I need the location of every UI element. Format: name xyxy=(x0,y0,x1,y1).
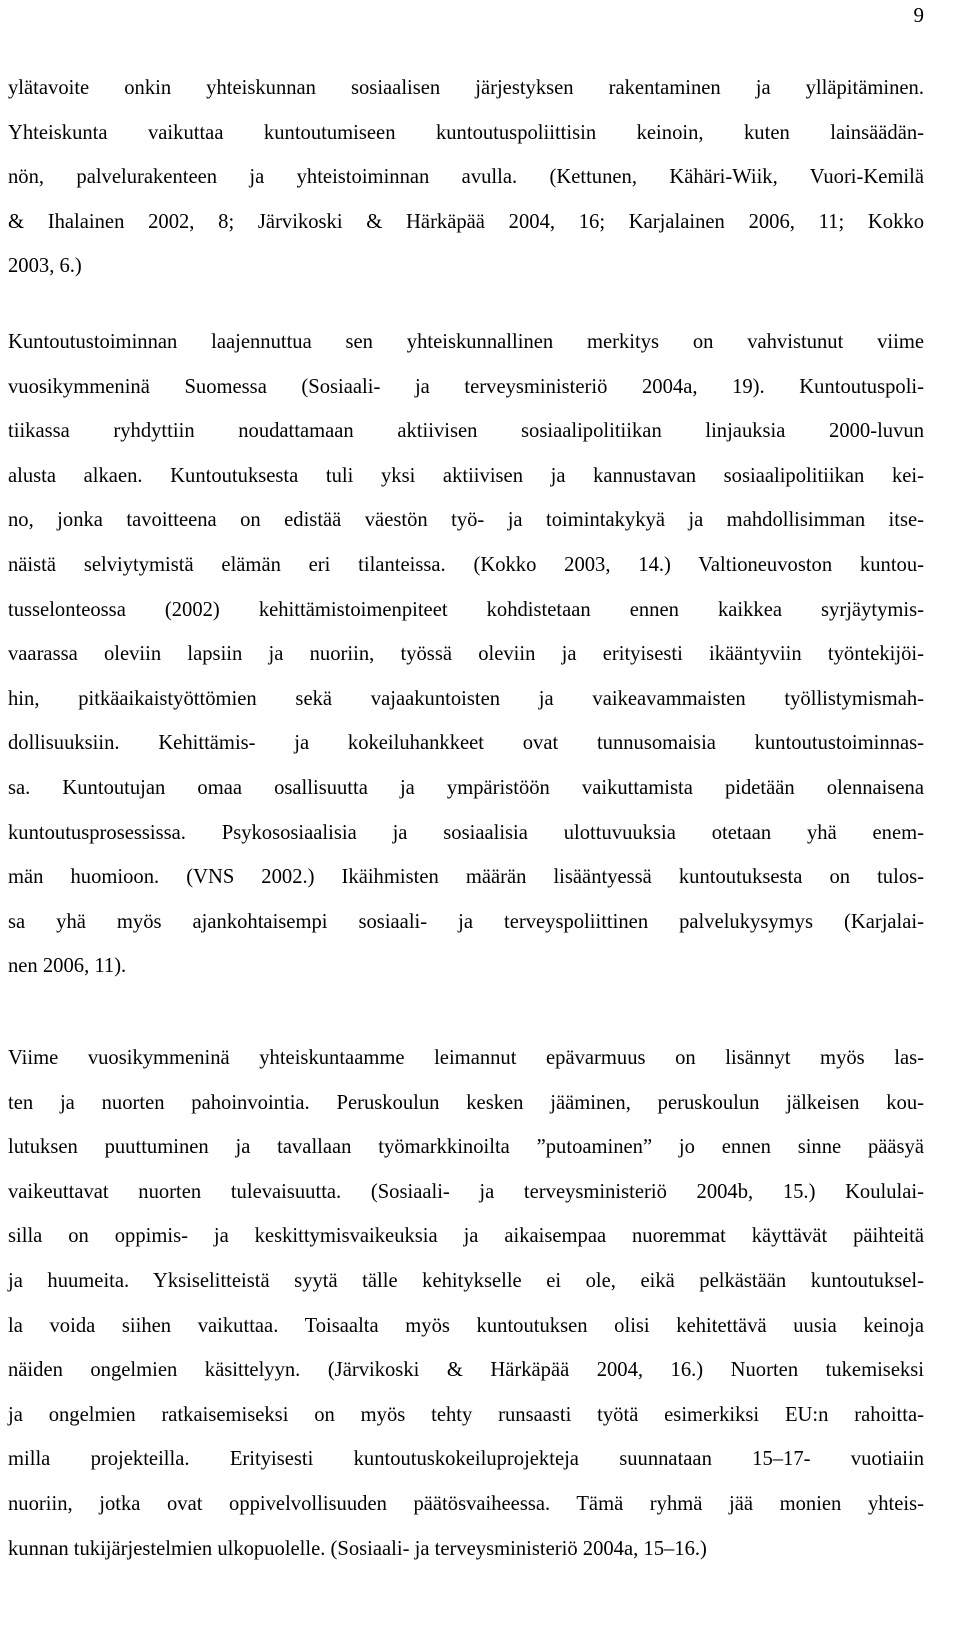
text-line: silla on oppimis- ja keskittymisvaikeuksia ja aikaisempaa nuoremmat käyttävät päihteitä xyxy=(8,1225,924,1248)
text-line: näistä selviytymistä elämän eri tilanteissa. (Kokko 2003, 14.) Valtioneuvoston kuntou- xyxy=(8,553,924,576)
text-line: alusta alkaen. Kuntoutuksesta tuli yksi aktiivisen ja kannustavan sosiaalipolitiikan kei- xyxy=(8,464,924,487)
text-line: ja ongelmien ratkaisemiseksi on myös tehty runsaasti työtä esimerkiksi EU:n rahoitta- xyxy=(8,1403,924,1426)
text-line: nuoriin, jotka ovat oppivelvollisuuden päätösvaiheessa. Tämä ryhmä jää monien yhteis- xyxy=(8,1492,924,1515)
text-line: lutuksen puuttuminen ja tavallaan työmarkkinoilta ”putoaminen” jo ennen sinne pääsyä xyxy=(8,1136,924,1159)
text-line: nön, palvelurakenteen ja yhteistoiminnan avulla. (Kettunen, Kähäri-Wiik, Vuori-Kemilä xyxy=(8,166,924,189)
text-line: vuosikymmeninä Suomessa (Sosiaali- ja terveysministeriö 2004a, 19). Kuntoutuspoli- xyxy=(8,375,924,398)
text-line: kunnan tukijärjestelmien ulkopuolelle. (Sosiaali- ja terveysministeriö 2004a, 15–16.) xyxy=(8,1537,707,1560)
text-line: tiikassa ryhdyttiin noudattamaan aktiivisen sosiaalipolitiikan linjauksia 2000-luvun xyxy=(8,420,924,443)
text-line: män huomioon. (VNS 2002.) Ikäihmisten määrän lisääntyessä kuntoutuksesta on tulos- xyxy=(8,866,924,889)
text-line: nen 2006, 11). xyxy=(8,955,127,978)
page-number: 9 xyxy=(913,3,924,27)
text-line: 2003, 6.) xyxy=(8,255,82,278)
text-line: dollisuuksiin. Kehittämis- ja kokeiluhankkeet ovat tunnusomaisia kuntoutustoiminnas- xyxy=(8,732,924,755)
text-line: Yhteiskunta vaikuttaa kuntoutumiseen kuntoutuspoliittisin keinoin, kuten lainsäädän- xyxy=(8,121,924,144)
text-line: tusselonteossa (2002) kehittämistoimenpiteet kohdistetaan ennen kaikkea syrjäytymis- xyxy=(8,598,924,621)
paragraph-3 xyxy=(8,1036,924,1571)
text-line: Kuntoutustoiminnan laajennuttua sen yhteiskunnallinen merkitys on vahvistunut viime xyxy=(8,331,924,353)
text-line: Viime vuosikymmeninä yhteiskuntaamme leimannut epävarmuus on lisännyt myös las- xyxy=(8,1047,924,1069)
text-line: hin, pitkäaikaistyöttömien sekä vajaakuntoisten ja vaikeavammaisten työllistymismah- xyxy=(8,687,924,710)
text-line: la voida siihen vaikuttaa. Toisaalta myös kuntoutuksen olisi kehitettävä uusia keinoja xyxy=(8,1314,924,1337)
text-line: no, jonka tavoitteena on edistää väestön työ- ja toimintakykyä ja mahdollisimman itse- xyxy=(8,509,924,532)
text-line: milla projekteilla. Erityisesti kuntoutuskokeiluprojekteja suunnataan 15–17- vuotiaiin xyxy=(8,1448,924,1471)
text-line: sa. Kuntoutujan omaa osallisuutta ja ympäristöön vaikuttamista pidetään olennaisena xyxy=(8,776,924,799)
text-line: ylätavoite onkin yhteiskunnan sosiaalisen järjestyksen rakentaminen ja ylläpitäminen. xyxy=(8,77,924,99)
text-line: vaikeuttavat nuorten tulevaisuutta. (Sosiaali- ja terveysministeriö 2004b, 15.) Koululai- xyxy=(8,1180,924,1203)
paragraph-2 xyxy=(8,320,924,989)
text-line: kuntoutusprosessissa. Psykososiaalisia ja sosiaalisia ulottuvuuksia otetaan yhä enem- xyxy=(8,821,924,844)
text-line: näiden ongelmien käsittelyyn. (Järvikoski & Härkäpää 2004, 16.) Nuorten tukemiseksi xyxy=(8,1359,924,1382)
text-line: vaarassa oleviin lapsiin ja nuoriin, työssä oleviin ja erityisesti ikääntyviin työntekijöi- xyxy=(8,643,924,666)
text-line: sa yhä myös ajankohtaisempi sosiaali- ja terveyspoliittinen palvelukysymys (Karjalai- xyxy=(8,910,924,933)
text-line: ja huumeita. Yksiselitteistä syytä tälle kehitykselle ei ole, eikä pelkästään kuntoutuksel- xyxy=(8,1269,924,1292)
paragraph-1 xyxy=(8,66,924,289)
text-line: ten ja nuorten pahoinvointia. Peruskoulun kesken jääminen, peruskoulun jälkeisen kou- xyxy=(8,1091,924,1114)
text-line: & Ihalainen 2002, 8; Järvikoski & Härkäpää 2004, 16; Karjalainen 2006, 11; Kokko xyxy=(8,210,924,233)
